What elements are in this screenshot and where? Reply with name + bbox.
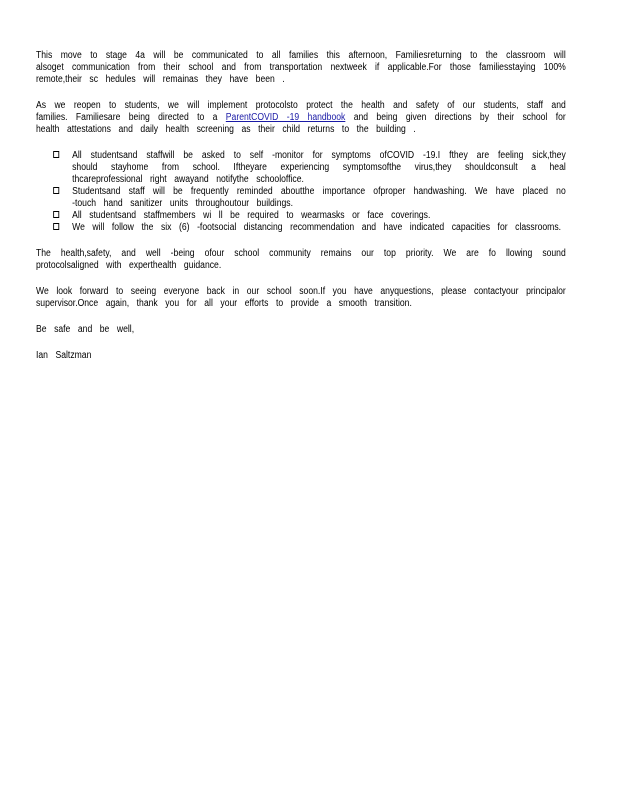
paragraph-reopen-text-end: and being given directions by their school for health attestations and daily health screening as their child returns to the building .: [36, 112, 566, 135]
square-bullet-icon: [53, 187, 59, 194]
letter-page: [36, 50, 566, 376]
list-item-text: Studentsand staff will be frequently reminded aboutthe importance ofproper handwashing. We have placed no -touch hand sanitizer units throughoutour buildings.: [72, 186, 566, 209]
paragraph-top-priority: The health,safety, and well -being ofour school community remains our top priority. We are fo llowing sound protocolsaligned with experthealth guidance.: [36, 248, 566, 271]
paragraph-look-forward: We look forward to seeing everyone back in our school soon.If you have anyquestions, please contactyour principalor supervisor.Once again, thank you for all your efforts to provide a smooth transition.: [36, 286, 566, 309]
signature-name: Ian Saltzman: [36, 350, 92, 361]
list-item: [72, 186, 566, 210]
paragraph-reopen-text-start: As we reopen to students, we will implement protocolsto protect the health and safety of our students, staff and families. Familiesare being directed to a: [36, 100, 566, 123]
list-item-text: All studentsand staffwill be asked to self -monitor for symptoms ofCOVID -19.I fthey are feeling sick,they should stayhome from school. Iftheyare experiencing symptomsofthe virus,they shouldconsult a heal thcareprofessional right awayand notifythe schooloffice.: [72, 150, 566, 185]
parent-covid-handbook-link[interactable]: ParentCOVID -19 handbook: [225, 112, 346, 123]
safety-measures-list: [36, 150, 566, 234]
paragraph-stage-4a: This move to stage 4a will be communicated to all families this afternoon, Familiesreturning to the classroom will alsoget communication from their school and from transportation nextweek if applicable.For those familiesstaying 100% remote,their sc hedules will remainas they have been .: [36, 50, 566, 85]
square-bullet-icon: [53, 211, 59, 218]
list-item: [72, 210, 566, 222]
list-item: [72, 150, 566, 186]
list-item: [72, 222, 566, 234]
paragraph-reopen-protocols: [36, 100, 566, 136]
sign-off: Be safe and be well,: [36, 324, 135, 335]
square-bullet-icon: [53, 223, 59, 230]
list-item-text: We will follow the six (6) -footsocial distancing recommendation and have indicated capacities for classrooms.: [72, 222, 562, 233]
list-item-text: All studentsand staffmembers wi ll be required to wearmasks or face coverings.: [72, 210, 431, 221]
square-bullet-icon: [53, 151, 59, 158]
